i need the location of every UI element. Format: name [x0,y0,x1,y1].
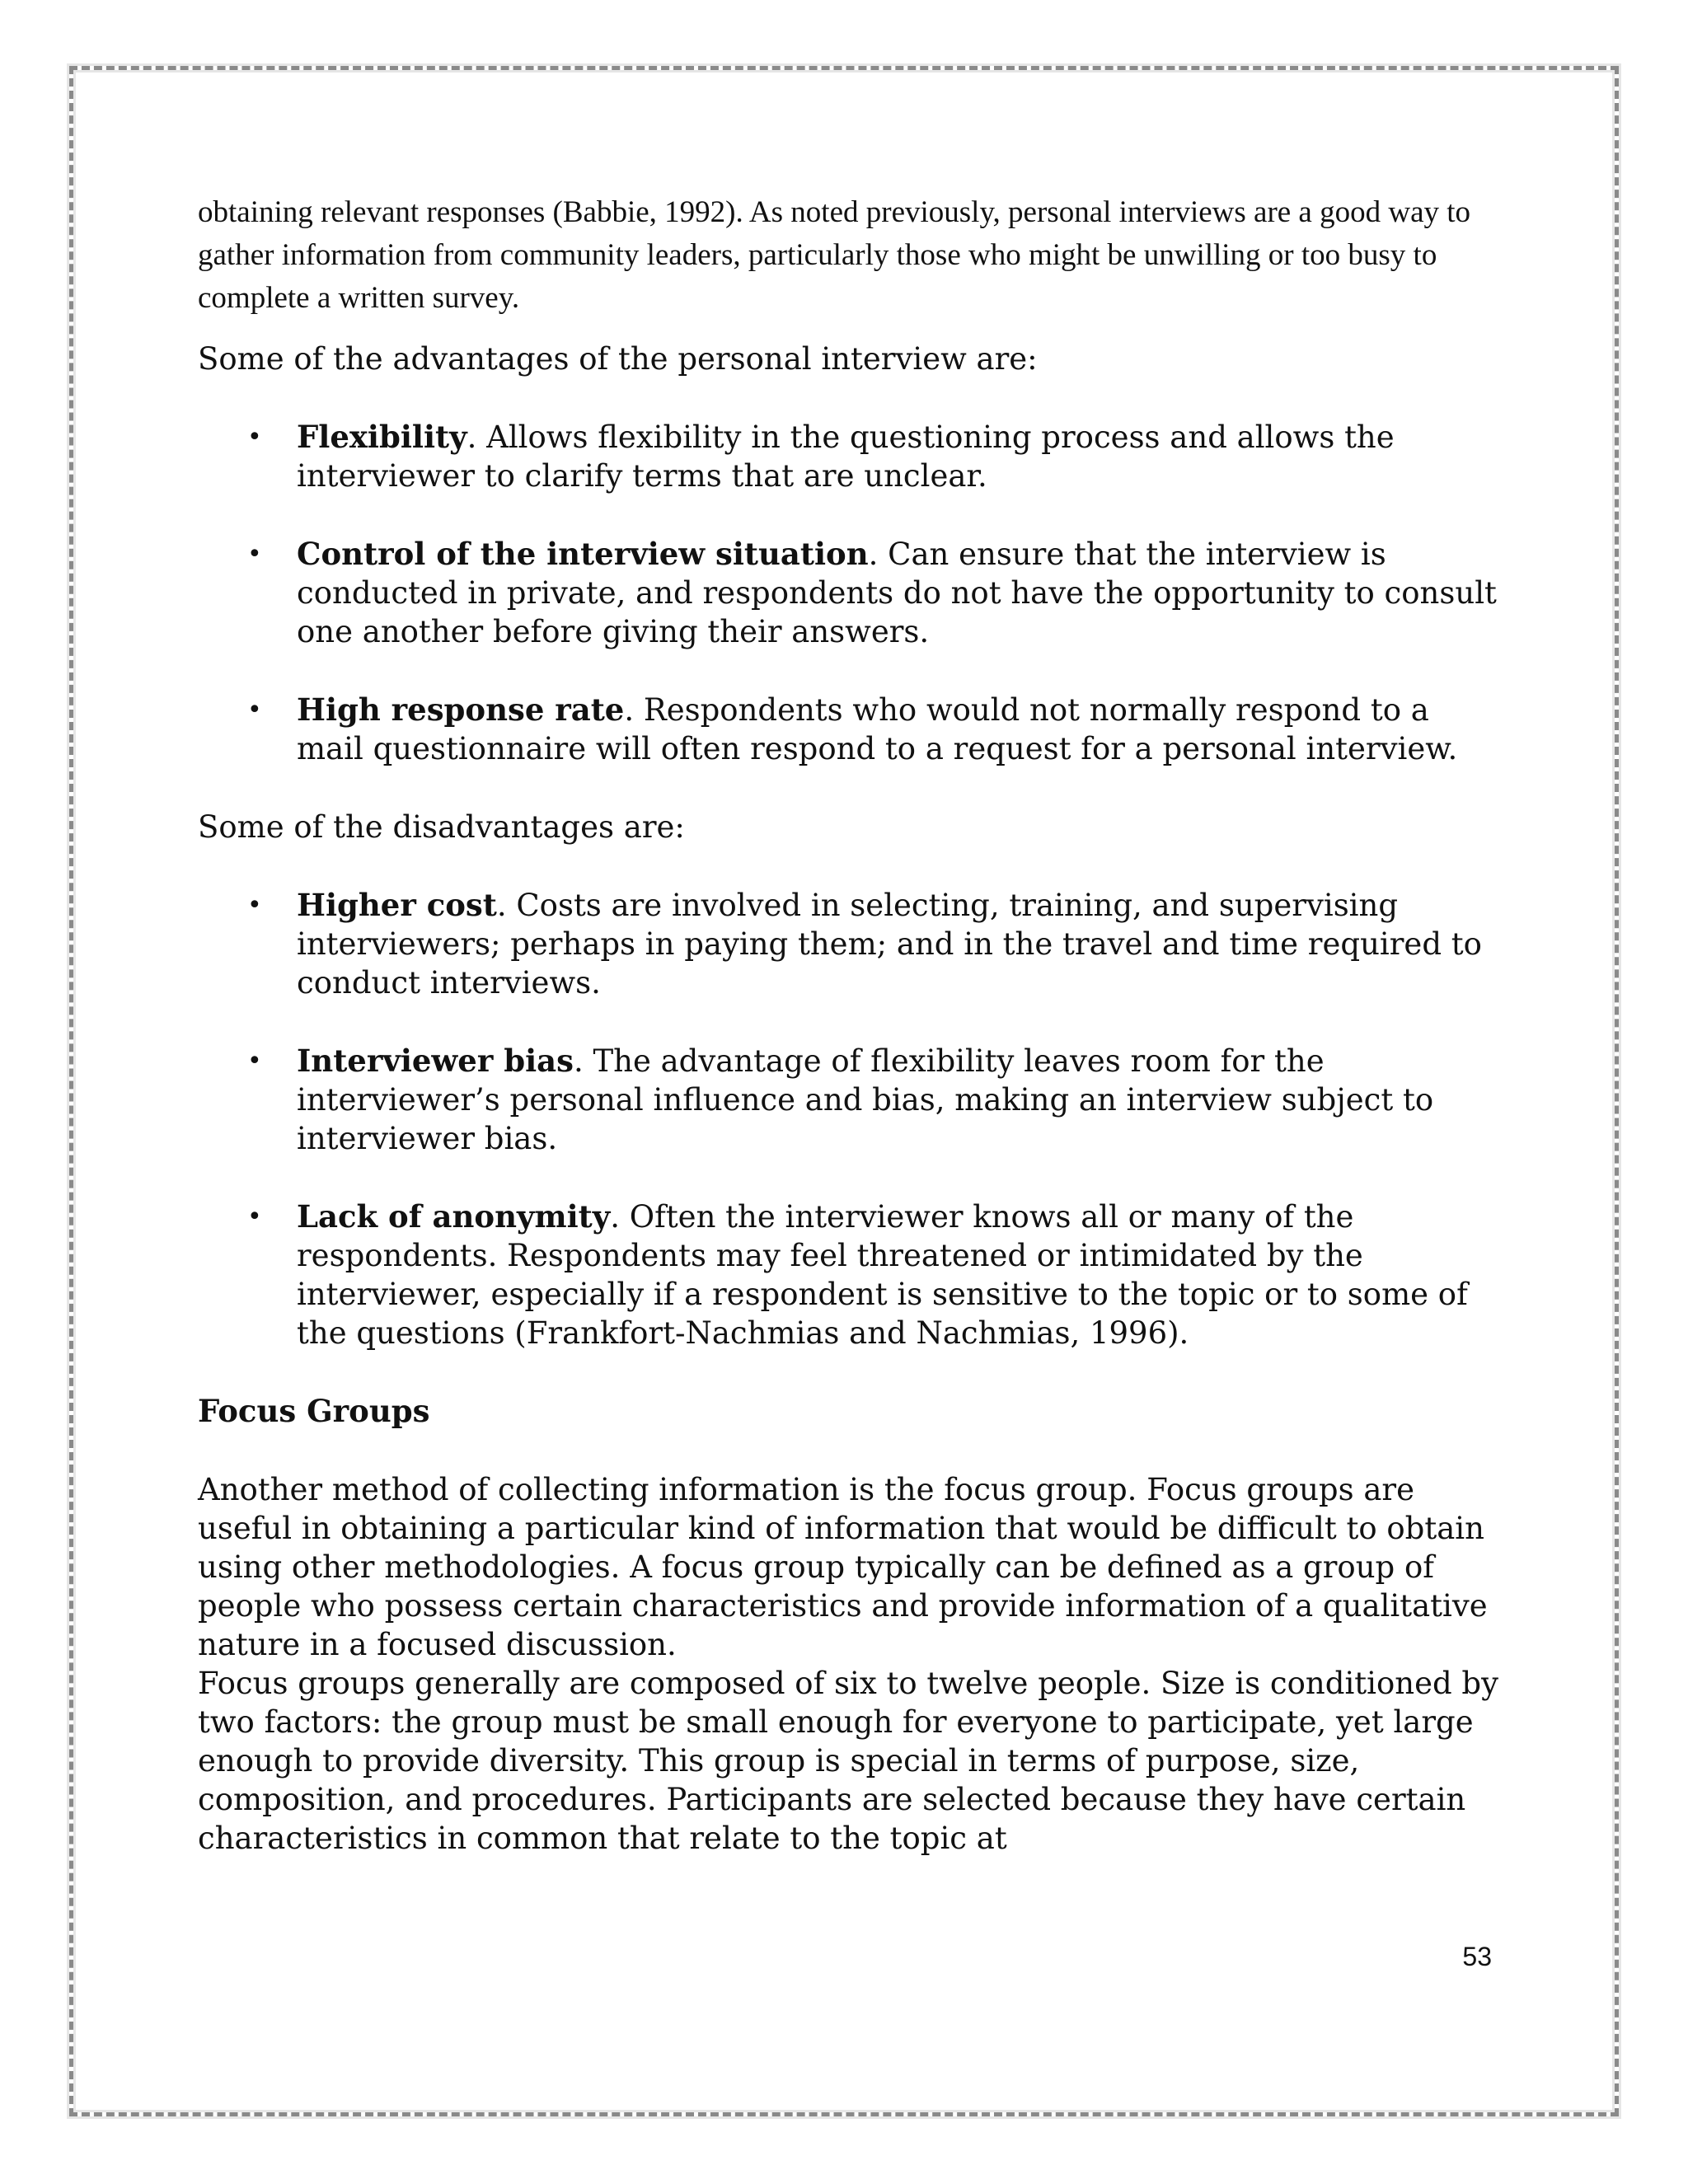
item-term: Control of the interview situation [297,536,869,572]
focus-groups-paragraph-1: Another method of collecting information is the focus group. Focus groups are useful in obtaining a particular kind of information that would be difficult to obtain using other methodologies. A focus group typically can be defined as a group of people who possess certain characteristics and provide information of a qualitative nature in a focused discussion. [198,1472,1488,1662]
item-term: Higher cost [297,887,497,923]
bullet-icon: • [247,696,262,724]
item-text: . Respondents who would not normally respond to a mail questionnaire will often respond to a request for a personal interview. [297,692,1458,766]
list-item [198,1042,1500,1158]
list-item [198,1197,1500,1352]
item-text: . Can ensure that the interview is conducted in private, and respondents do not have the opportunity to consult one another before giving their answers. [297,537,1497,649]
disadvantages-list [198,886,1500,1352]
bullet-icon: • [247,540,262,569]
bullet-icon: • [247,891,262,920]
disadvantages-lead: Some of the disadvantages are: [198,809,685,845]
list-item [198,886,1500,1002]
page-content [198,191,1500,1858]
item-term: Interviewer bias [297,1043,574,1079]
item-text: . The advantage of flexibility leaves room for the interviewer’s personal influence and bias, making an interview subject to interviewer bias. [297,1043,1434,1156]
intro-paragraph: obtaining relevant responses (Babbie, 1992). As noted previously, personal interviews are a good way to gather information from community leaders, particularly those who might be unwilling or too busy to complete a written survey. [198,195,1471,315]
page-number: 53 [1462,1942,1492,1971]
list-item [198,691,1500,768]
focus-groups-paragraph-2: Focus groups generally are composed of six to twelve people. Size is conditioned by two factors: the group must be small enough for everyone to participate, yet large enough to provide diversity. This group is special in terms of purpose, size, composition, and procedures. Participants are selected because they have certain characteristics in common that relate to the topic at [198,1666,1499,1856]
bullet-icon: • [247,423,262,452]
item-text: . Allows flexibility in the questioning process and allows the interviewer to clarify terms that are unclear. [297,419,1395,494]
advantages-list [198,418,1500,768]
item-term: High response rate [297,691,625,728]
list-item [198,535,1500,651]
section-heading: Focus Groups [198,1393,430,1429]
bullet-icon: • [247,1202,262,1231]
item-term: Lack of anonymity [297,1198,611,1235]
list-item [198,418,1500,495]
bullet-icon: • [247,1047,262,1076]
item-term: Flexibility [297,419,467,455]
item-text: . Often the interviewer knows all or many of the respondents. Respondents may feel threatened or intimidated by the interviewer, especially if a respondent is sensitive to the topic or to some of the questions (Frankfort-Nachmias and Nachmias, 1996). [297,1199,1468,1351]
advantages-lead: Some of the advantages of the personal interview are: [198,341,1038,377]
item-text: . Costs are involved in selecting, training, and supervising interviewers; perhaps in paying them; and in the travel and time required to conduct interviews. [297,888,1482,1001]
